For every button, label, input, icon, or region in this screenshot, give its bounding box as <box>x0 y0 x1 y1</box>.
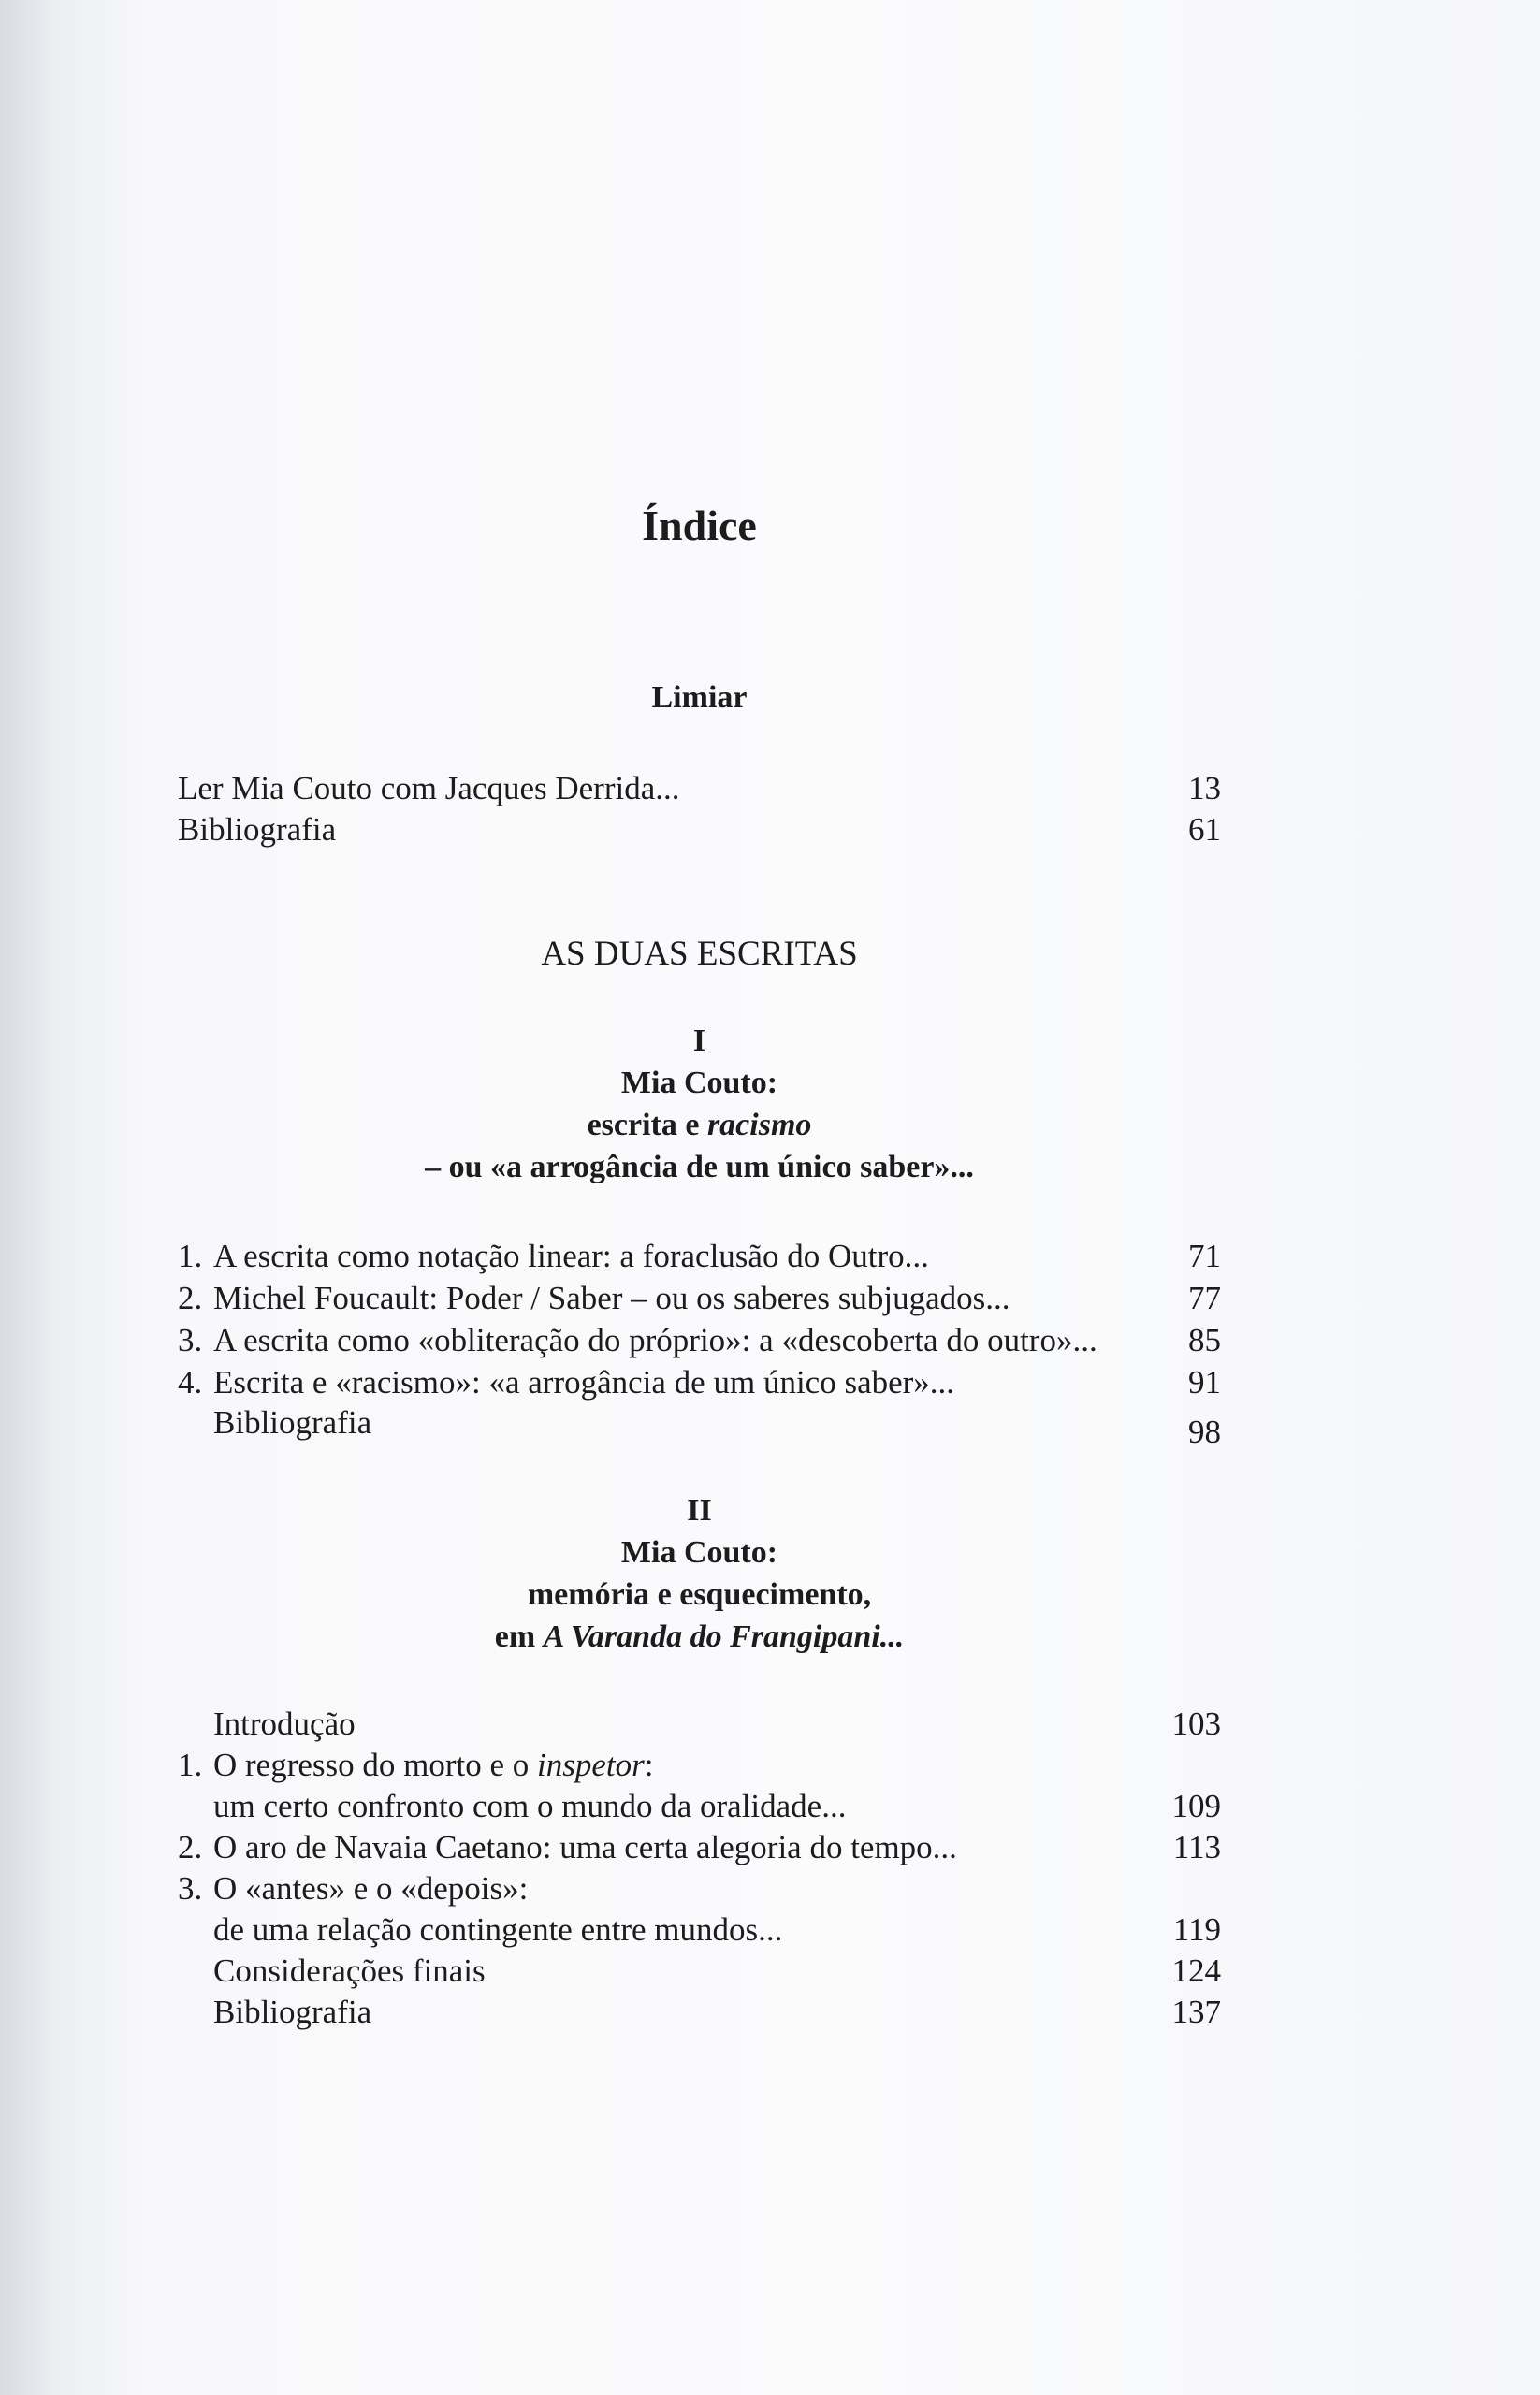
toc-entry <box>178 1826 1221 1869</box>
chapter-1-numeral: I <box>692 1023 706 1058</box>
page-title: Índice <box>642 501 757 549</box>
toc-entry-page: 137 <box>1171 1994 1221 2030</box>
toc-entry-text-part: O regresso do morto e o <box>213 1747 538 1783</box>
toc-entry <box>178 1785 1221 1828</box>
toc-entry <box>178 1909 1221 1952</box>
toc-entry-number: 2. <box>178 1829 203 1865</box>
toc-entry-page: 77 <box>1188 1280 1221 1316</box>
chapter-1-line1: Mia Couto: <box>620 1066 778 1100</box>
toc-entry-number: 1. <box>178 1747 203 1783</box>
chapter-2-line3-text: em <box>494 1619 544 1654</box>
toc-entry-text: O «antes» e o «depois»: <box>213 1870 529 1907</box>
chapter-1-line2-italic: racismo <box>706 1108 812 1142</box>
toc-entry-page: 91 <box>1188 1364 1221 1401</box>
toc-entry-number: 1. <box>178 1238 203 1274</box>
toc-entry-page: 85 <box>1188 1322 1221 1358</box>
toc-entry <box>178 1361 1221 1404</box>
toc-entry-number: 4. <box>178 1364 203 1401</box>
toc-entry <box>178 1703 1221 1746</box>
toc-entry-number: 3. <box>178 1322 203 1358</box>
toc-entry <box>178 1235 1221 1278</box>
toc-entry-text-italic: inspetor <box>537 1747 645 1783</box>
toc-entry-text: Bibliografia <box>213 1404 372 1441</box>
toc-entry-text: A escrita como «obliteração do próprio»: a «descoberta do outro»... <box>213 1322 1097 1358</box>
toc-entry-number: 3. <box>178 1870 203 1907</box>
toc-entry-page: 103 <box>1171 1706 1221 1742</box>
toc-entry-text <box>213 1747 654 1783</box>
toc-entry-page: 124 <box>1171 1952 1221 1989</box>
toc-entry <box>178 1277 1221 1320</box>
toc-entry-page: 109 <box>1171 1788 1221 1824</box>
toc-entry-text: Considerações finais <box>213 1952 486 1989</box>
toc-entry <box>178 1867 1221 1910</box>
chapter-1-line3: – ou «a arrogância de um único saber»... <box>425 1150 974 1184</box>
toc-entry-page: 98 <box>1188 1414 1221 1450</box>
limiar-heading: Limiar <box>651 680 748 715</box>
part-title: AS DUAS ESCRITAS <box>541 935 858 973</box>
toc-entry-text: Bibliografia <box>213 1994 372 2030</box>
chapter-2-line2: memória e esquecimento, <box>527 1577 872 1612</box>
toc-entry-text: Bibliografia <box>178 811 337 848</box>
chapter-2-numeral: II <box>687 1493 712 1528</box>
chapter-1-line2-text: escrita e <box>587 1108 707 1142</box>
toc-entry-text: Ler Mia Couto com Jacques Derrida... <box>178 770 680 806</box>
toc-entry-text: A escrita como notação linear: a foraclusão do Outro... <box>213 1238 929 1274</box>
toc-entry <box>178 1401 1221 1450</box>
toc-entry <box>178 808 1221 851</box>
toc-entry-page: 61 <box>1188 811 1221 848</box>
toc-entry-page: 13 <box>1188 770 1221 806</box>
toc-entry-text: de uma relação contingente entre mundos... <box>213 1911 783 1948</box>
toc-entry-text: Michel Foucault: Poder / Saber – ou os saberes subjugados... <box>213 1280 1010 1316</box>
chapter-2-line3-italic: A Varanda do Frangipani... <box>543 1619 905 1654</box>
toc-entry <box>178 1950 1221 1993</box>
toc-entry <box>178 1319 1221 1362</box>
toc-entry <box>178 767 1221 810</box>
toc-entry <box>178 1991 1221 2034</box>
toc-entry-page: 71 <box>1188 1238 1221 1274</box>
chapter-2-line3 <box>178 1616 1221 1659</box>
toc-entry-text: O aro de Navaia Caetano: uma certa alegoria do tempo... <box>213 1829 957 1865</box>
toc-entry-text: um certo confronto com o mundo da oralidade... <box>213 1788 847 1824</box>
chapter-2-line1: Mia Couto: <box>620 1535 778 1570</box>
chapter-1-line2 <box>178 1104 1221 1147</box>
toc-entry-text: Introdução <box>213 1706 356 1742</box>
toc-entry-page: 119 <box>1172 1911 1221 1948</box>
toc-entry <box>178 1744 1221 1787</box>
toc-entry-text-part: : <box>644 1747 654 1783</box>
toc-entry-page: 113 <box>1172 1829 1221 1865</box>
toc-entry-number: 2. <box>178 1280 203 1316</box>
toc-entry-text: Escrita e «racismo»: «a arrogância de um único saber»... <box>213 1364 955 1401</box>
